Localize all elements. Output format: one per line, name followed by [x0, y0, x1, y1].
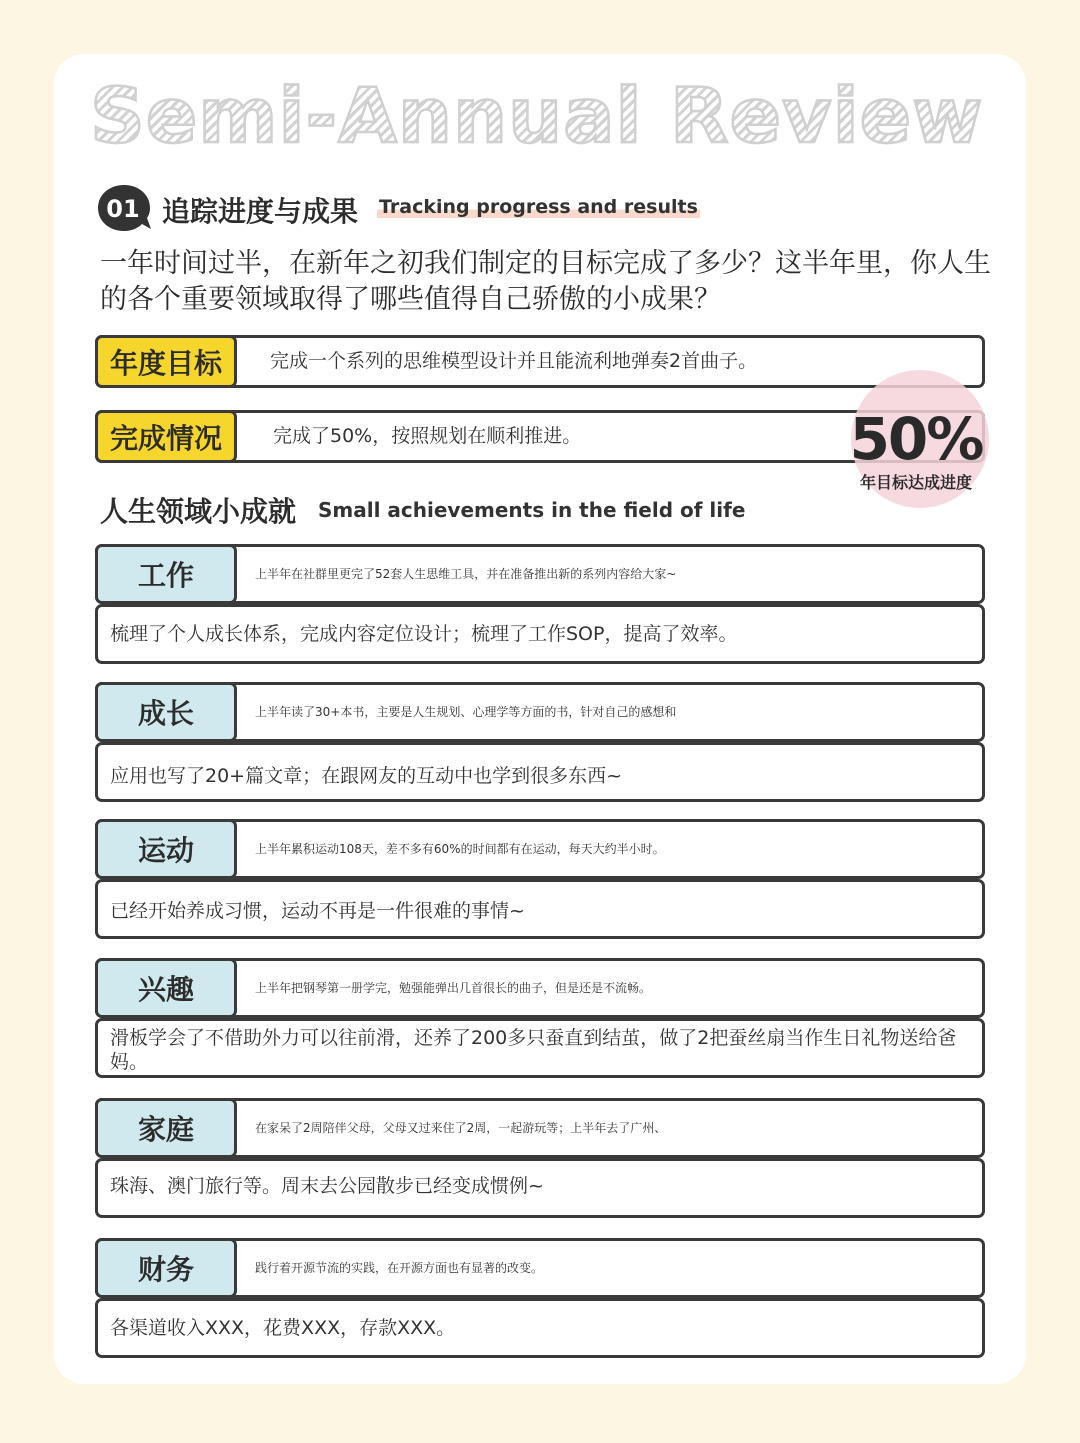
area-line1: 在家呆了2周陪伴父母，父母又过来住了2周，一起游玩等；上半年去了广州、	[255, 1121, 667, 1135]
progress-label: 年目标达成进度	[859, 473, 972, 492]
area-label: 家庭	[95, 1098, 237, 1158]
section-number: 01	[106, 195, 140, 223]
completion-label: 完成情况	[95, 410, 237, 463]
area-label: 工作	[95, 544, 237, 604]
area-line2: 珠海、澳门旅行等。周末去公园散步已经变成惯例~	[110, 1175, 544, 1197]
area-detail-hobby	[95, 1018, 985, 1078]
area-row-hobby	[95, 958, 985, 1018]
section-title: 追踪进度与成果	[162, 195, 359, 228]
page-title: Semi-Annual Review	[90, 71, 984, 160]
area-line2: 已经开始养成习惯，运动不再是一件很难的事情~	[110, 900, 525, 922]
completion-text: 完成了50%，按照规划在顺利推进。	[273, 425, 582, 447]
area-row-finance	[95, 1238, 985, 1298]
area-line2: 应用也写了20+篇文章；在跟网友的互动中也学到很多东西~	[110, 765, 623, 787]
area-label: 成长	[95, 682, 237, 742]
area-row-family	[95, 1098, 985, 1158]
area-detail-finance	[95, 1298, 985, 1358]
intro-text: 一年时间过半，在新年之初我们制定的目标完成了多少？这半年里，你人生的各个重要领域取得了哪些值得自己骄傲的小成果？	[100, 248, 991, 315]
area-line1: 践行着开源节流的实践，在开源方面也有显著的改变。	[255, 1261, 544, 1275]
area-line2: 各渠道收入XXX，花费XXX，存款XXX。	[110, 1317, 456, 1339]
area-detail-exercise	[95, 879, 985, 939]
annual-goal-text: 完成一个系列的思维模型设计并且能流利地弹奏2首曲子。	[270, 350, 758, 372]
area-label: 财务	[95, 1238, 237, 1298]
annual-goal-label: 年度目标	[95, 335, 237, 388]
area-label: 运动	[95, 819, 237, 879]
section-number-bubble	[96, 183, 152, 233]
area-row-exercise	[95, 819, 985, 879]
section-subtitle: Tracking progress and results	[379, 196, 698, 218]
area-line1: 上半年把钢琴第一册学完，勉强能弹出几首很长的曲子，但是还是不流畅。	[255, 981, 652, 995]
life-section-subtitle: Small achievements in the field of life	[318, 498, 746, 522]
area-label: 兴趣	[95, 958, 237, 1018]
area-row-work	[95, 544, 985, 604]
area-line1: 上半年读了30+本书，主要是人生规划、心理学等方面的书，针对自己的感想和	[255, 705, 677, 719]
area-detail-family	[95, 1158, 985, 1218]
area-row-growth	[95, 682, 985, 742]
area-detail-work	[95, 604, 985, 664]
annual-goal-row	[95, 335, 985, 388]
area-line2: 滑板学会了不借助外力可以往前滑，还养了200多只蚕直到结茧，做了2把蚕丝扇当作生日礼物送给爸妈。	[110, 1027, 957, 1073]
area-line1: 上半年累积运动108天，差不多有60%的时间都有在运动，每天大约半小时。	[255, 842, 665, 856]
area-detail-growth	[95, 742, 985, 802]
area-line2: 梳理了个人成长体系，完成内容定位设计；梳理了工作SOP，提高了效率。	[110, 623, 738, 645]
progress-value: 50%	[849, 405, 983, 473]
area-line1: 上半年在社群里更完了52套人生思维工具，并在准备推出新的系列内容给大家~	[255, 567, 677, 581]
life-section-title: 人生领域小成就	[100, 495, 297, 528]
